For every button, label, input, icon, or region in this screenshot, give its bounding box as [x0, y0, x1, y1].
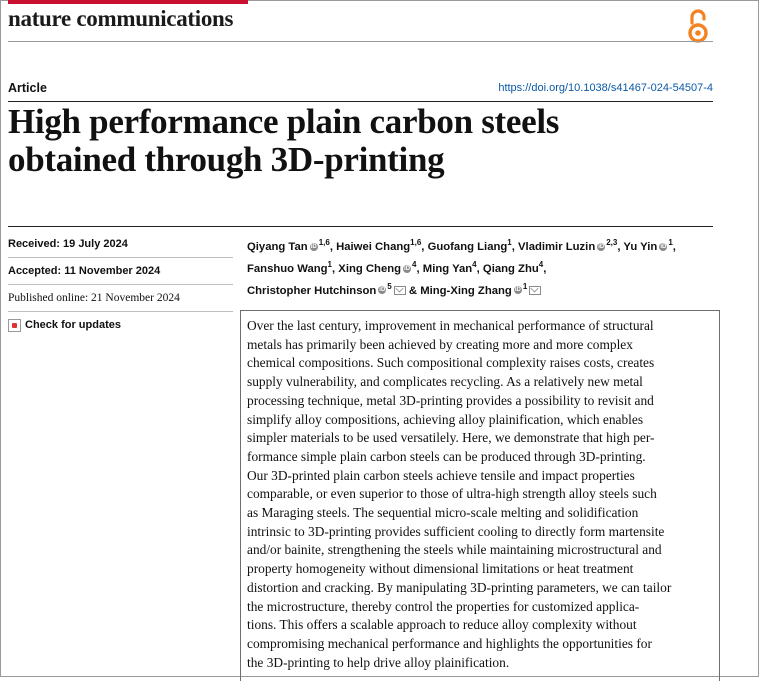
- abstract: [247, 317, 717, 672]
- abstract-line: the 3D-printing to help drive alloy plainification.: [247, 654, 510, 670]
- abstract-line: tions. This offers a scalable approach to reduce alloy complexity without: [247, 617, 637, 633]
- abstract-line: as Maraging steels. The sequential micro-scale melting and solidification: [247, 505, 639, 521]
- abstract-line: intrinsic to 3D-printing provides sufficient cooling to directly form martensite: [247, 523, 665, 539]
- received-date: Received: 19 July 2024: [8, 231, 233, 258]
- author-name[interactable]: Qiyang Tan: [247, 240, 308, 253]
- abstract-line: processing technique, metal 3D-printing provides a possibility to revisit and: [247, 392, 654, 408]
- abstract-line: supply vulnerability, and complicates recycling. As a relatively new metal: [247, 374, 643, 390]
- author-name[interactable]: Ming-Xing Zhang: [420, 284, 512, 297]
- author-name[interactable]: Guofang Liang: [427, 240, 508, 253]
- abstract-line: compromising mechanical performance and highlights the opportunities for: [247, 635, 652, 651]
- author-affiliation: 1: [327, 259, 332, 269]
- author-ampersand: &: [408, 284, 421, 297]
- update-badge-icon: [8, 319, 21, 332]
- abstract-line: comparable, or even superior to those of ultra-high strength alloy steels such: [247, 486, 657, 502]
- check-updates-row: [8, 312, 233, 338]
- author-affiliation: 2,3: [606, 238, 618, 247]
- author-name[interactable]: Xing Cheng: [338, 262, 402, 275]
- abstract-line: distortion and cracking. By manipulating 3D-printing parameters, we can tailor: [247, 579, 672, 595]
- orcid-icon[interactable]: iD: [660, 243, 667, 250]
- author-affiliation: 4: [472, 259, 477, 269]
- doi-link[interactable]: https://doi.org/10.1038/s41467-024-54507-4: [498, 82, 713, 94]
- accepted-date: Accepted: 11 November 2024: [8, 258, 233, 285]
- author-line: Qiyang Tan iD $^{1,6}$, Haiwei Chang$^{1,6}$, Guofang Liang$^1$, Vladimir Luzin iD $^{2,3}$, Yu Yin iD $^1$,: [247, 238, 676, 253]
- check-updates-label: Check for updates: [25, 319, 121, 331]
- abstract-line: metals has primarily been achieved by creating more and more complex: [247, 336, 633, 352]
- abstract-line: simpler materials to be used versatilely. Here, we demonstrate that high per-: [247, 430, 655, 446]
- author-name[interactable]: Qiang Zhu: [482, 262, 539, 275]
- abstract-line: simplify alloy compositions, achieving alloy plainification, which enables: [247, 411, 644, 427]
- author-affiliation: 1: [668, 238, 673, 247]
- author-line: Fanshuo Wang$^1$, Xing Cheng iD $^4$, Ming Yan$^4$, Qiang Zhu$^4$,: [247, 259, 547, 275]
- author-name[interactable]: Christopher Hutchinson: [247, 284, 377, 297]
- orcid-icon[interactable]: iD: [514, 287, 521, 294]
- abstract-line: Our 3D-printed plain carbon steels achieve tensile and impact properties: [247, 467, 635, 483]
- abstract-line: Over the last century, improvement in mechanical performance of structural: [247, 318, 654, 333]
- author-affiliation: 1,6: [318, 238, 330, 247]
- published-date: Published online: 21 November 2024: [8, 285, 233, 312]
- journal-name[interactable]: nature communications: [8, 6, 234, 31]
- abstract-line: formance simple plain carbon steels can be produced through 3D-printing.: [247, 448, 646, 464]
- abstract-line: and/or bainite, strengthening the steels while maintaining microstructural and: [247, 542, 662, 558]
- header-divider: [8, 41, 713, 42]
- article-dates: [8, 231, 233, 338]
- journal-accent-bar: [8, 0, 248, 4]
- title-line-2: obtained through 3D-printing: [8, 140, 445, 179]
- author-affiliation: 5: [387, 281, 392, 291]
- title-rule-bottom: [8, 226, 713, 227]
- abstract-line: the microstructure, thereby control the properties for customized applica-: [247, 598, 640, 614]
- orcid-icon[interactable]: iD: [379, 287, 386, 294]
- orcid-icon[interactable]: iD: [310, 243, 317, 250]
- article-title: [8, 103, 708, 179]
- author-name[interactable]: Haiwei Chang: [336, 240, 411, 253]
- abstract-line: property homogeneity without dimensional limitations or heat treatment: [247, 561, 634, 577]
- orcid-icon[interactable]: iD: [404, 265, 411, 272]
- author-name[interactable]: Yu Yin: [623, 240, 658, 253]
- author-affiliation: 1: [522, 281, 528, 291]
- author-affiliation: 1,6: [410, 238, 422, 247]
- author-name[interactable]: Fanshuo Wang: [247, 262, 328, 275]
- author-line: [247, 278, 717, 300]
- author-list: [247, 234, 717, 299]
- article-type: Article: [8, 81, 47, 95]
- author-affiliation: 4: [538, 259, 544, 269]
- author-affiliation: 4: [412, 259, 417, 269]
- check-for-updates-button[interactable]: [8, 319, 121, 332]
- author-name[interactable]: Ming Yan: [422, 262, 473, 275]
- open-access-icon: [686, 8, 710, 44]
- author-name[interactable]: Vladimir Luzin: [518, 240, 596, 253]
- abstract-line: chemical compositions. Such compositional complexity raises costs, creates: [247, 355, 655, 371]
- email-icon[interactable]: [529, 286, 541, 295]
- title-line-1: High performance plain carbon steels: [8, 102, 560, 141]
- email-icon[interactable]: [394, 286, 406, 295]
- author-affiliation: 1: [507, 238, 512, 247]
- orcid-icon[interactable]: iD: [598, 243, 605, 250]
